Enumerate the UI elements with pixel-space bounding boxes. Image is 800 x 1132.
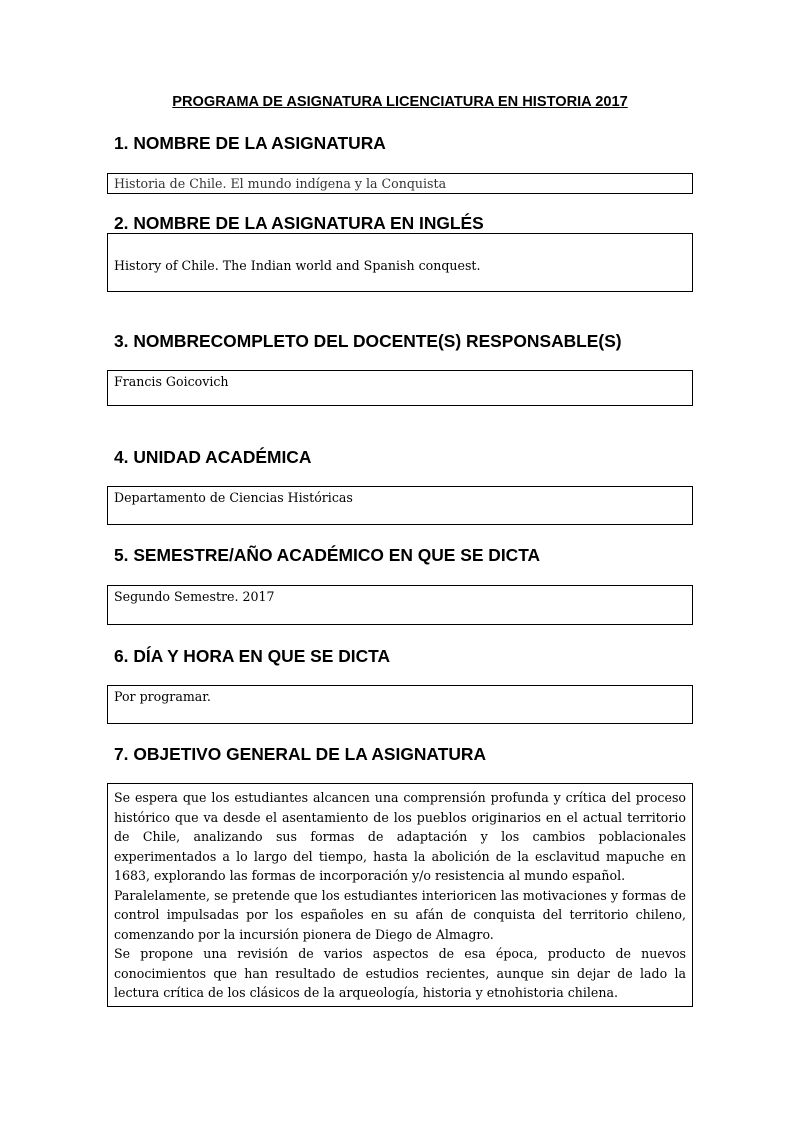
section-7-heading: 7. OBJETIVO GENERAL DE LA ASIGNATURA [114,744,487,764]
section-2-box [107,233,693,292]
section-1-heading: 1. NOMBRE DE LA ASIGNATURA [114,133,386,153]
objective-paragraph-3: Se propone una revisión de varios aspectos de esa época, producto de nuevos conocimientos que han resultado de estudios recientes, aunque sin dejar de lado la lectura crítica de los clásicos de la arqueología, historia y etnohistoria chilena. [114,946,686,1000]
document-title: PROGRAMA DE ASIGNATURA LICENCIATURA EN HISTORIA 2017 [172,94,628,110]
schedule-value: Por programar. [114,689,211,704]
instructor-name-value: Francis Goicovich [114,374,229,389]
section-7-box [107,783,693,1007]
section-5-heading: 5. SEMESTRE/AÑO ACADÉMICO EN QUE SE DICTA [114,545,541,565]
objective-paragraph-1: Se espera que los estudiantes alcancen una comprensión profunda y crítica del proceso histórico que va desde el asentamiento de los pueblos originarios en el actual territorio de Chile, analizando sus formas de adaptación y los cambios poblacionales experimentados a lo largo del tiempo, hasta la abolición de la esclavitud mapuche en 1683, explorando las formas de incorporación y/o resistencia al mundo español. [114,790,686,883]
section-6-box [107,685,693,724]
section-4-heading: 4. UNIDAD ACADÉMICA [114,447,312,467]
section-3-heading: 3. NOMBRECOMPLETO DEL DOCENTE(S) RESPONSABLE(S) [114,331,622,351]
section-2-heading: 2. NOMBRE DE LA ASIGNATURA EN INGLÉS [114,213,484,233]
academic-unit-value: Departamento de Ciencias Históricas [114,490,353,505]
section-1-box [107,173,693,194]
semester-value: Segundo Semestre. 2017 [114,589,275,604]
course-name-value: Historia de Chile. El mundo indígena y la Conquista [114,176,447,191]
section-4-box [107,486,693,525]
course-name-english-value: History of Chile. The Indian world and Spanish conquest. [114,258,481,273]
section-3-box [107,370,693,406]
objective-paragraph-2: Paralelamente, se pretende que los estudiantes interioricen las motivaciones y formas de control impulsadas por los españoles en su afán de conquista del territorio chileno, comenzando por la incursión pionera de Diego de Almagro. [114,887,686,942]
section-6-heading: 6. DÍA Y HORA EN QUE SE DICTA [114,646,391,666]
section-5-box [107,585,693,625]
